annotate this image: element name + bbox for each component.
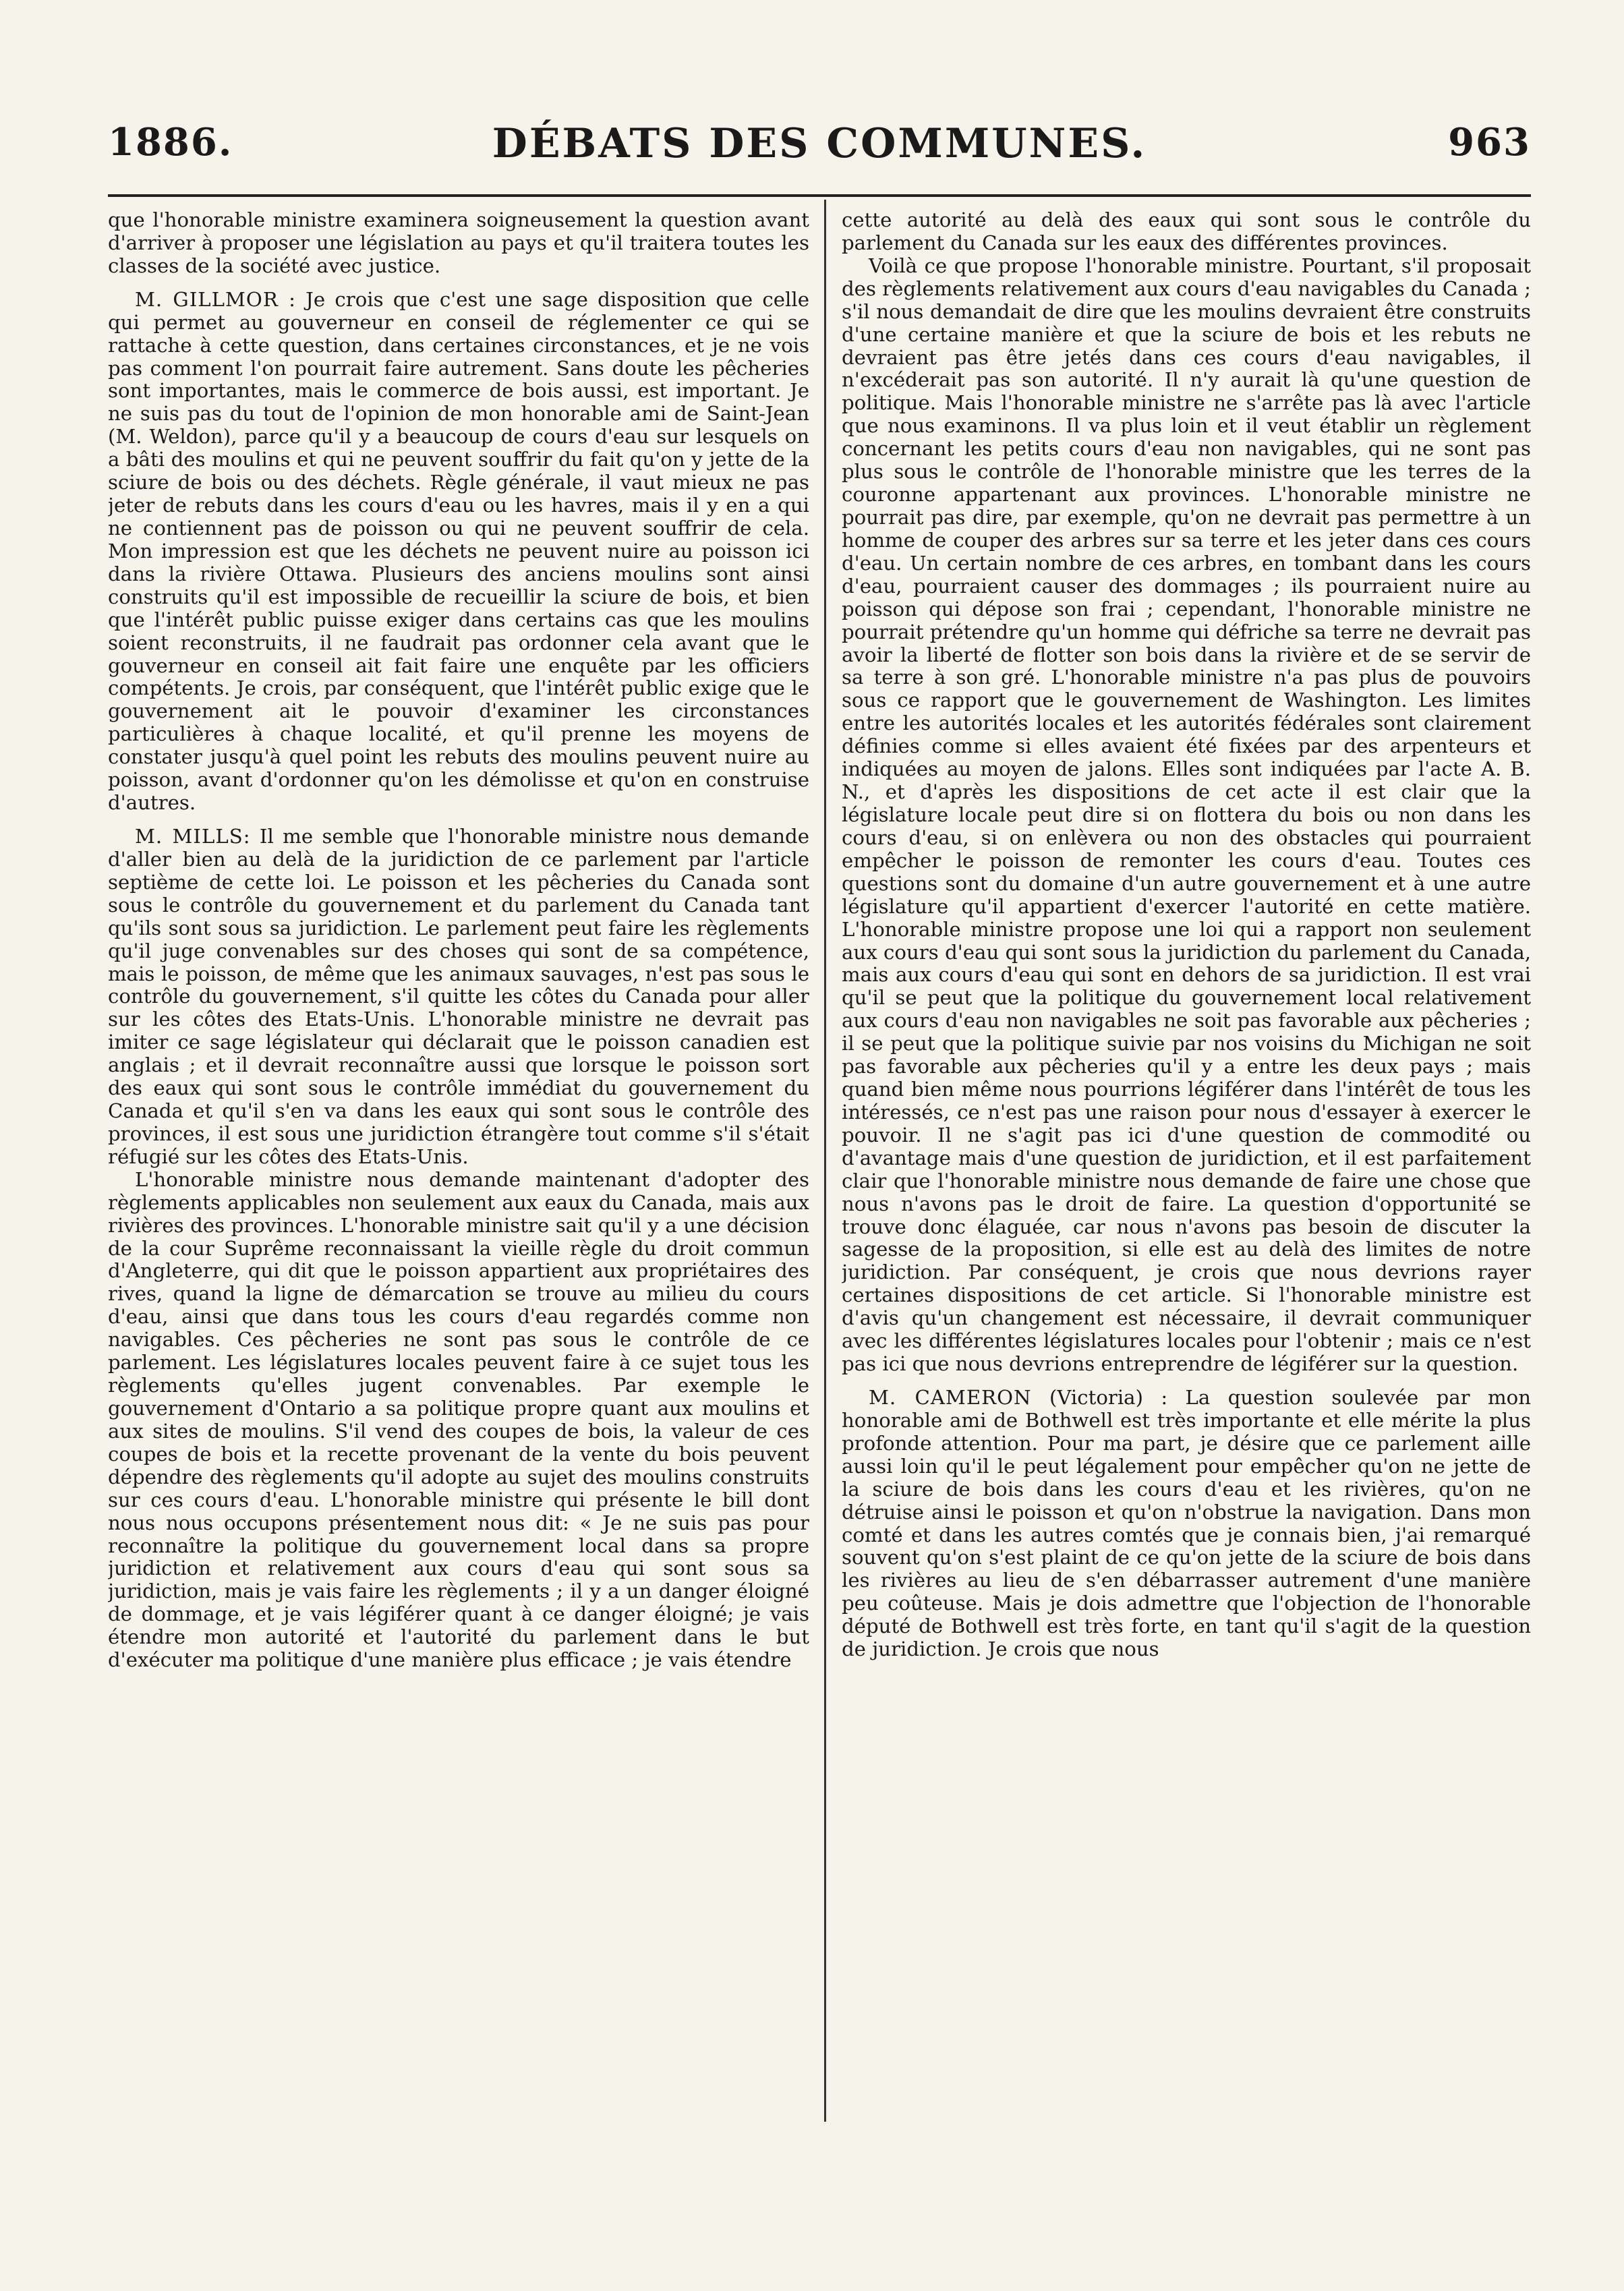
speaker-name: M. MILLS:: [135, 824, 251, 848]
paragraph: cette autorité au delà des eaux qui sont sous le contrôle du parlement du Canada sur les eaux des différentes provinces.: [842, 209, 1531, 254]
header-rule: [108, 194, 1531, 197]
right-column: [842, 209, 1531, 2124]
left-column: [108, 209, 809, 2124]
paragraph: [108, 825, 809, 1169]
header-year: 1886.: [108, 120, 233, 165]
paragraph: [842, 1387, 1531, 1661]
paragraph-text: Je crois que c'est une sage disposition que celle qui permet au gouverneur en conseil de réglementer ce qui se rattache à cette question, dans certaines circonstances, et je ne vois pas comment l'on pourrait faire autrement. Sans doute les pêcheries sont importantes, mais le commerce de bois aussi, est important. Je ne suis pas du tout de l'opinion de mon honorable ami de Saint-Jean (M. Weldon), parce qu'il y a beaucoup de cours d'eau sur lesquels on a bâti des moulins et qui ne peuvent souffrir du fait qu'on y jette de la sciure de bois ou des déchets. Règle générale, il vaut mieux ne pas jeter de rebuts dans les cours d'eau ou les havres, mais il y en a qui ne contiennent pas de poisson ou qui ne peuvent souffrir de cela. Mon impression est que les déchets ne peuvent nuire au poisson ici dans la rivière Ottawa. Plusieurs des anciens moulins sont ainsi construits qu'il est impossible de recueillir la sciure de bois, et bien que l'intérêt public puisse exiger dans certains cas que les moulins soient reconstruits, il ne faudrait pas ordonner cela avant que le gouverneur en conseil ait fait faire une enquête par les officiers compétents. Je crois, par conséquent, que l'intérêt public exige que le gouvernement ait le pouvoir d'examiner les circonstances particulières à chaque localité, et qu'il prenne les moyens de constater jusqu'à quel point les rebuts des moulins peuvent nuire au poisson, avant d'ordonner qu'on les démolisse et qu'on en construise d'autres.: [108, 287, 809, 815]
header-page-number: 963: [1448, 120, 1531, 165]
speaker-riding: (Victoria) :: [1049, 1386, 1168, 1410]
paragraph: L'honorable ministre nous demande maintenant d'adopter des règlements applicables non seulement aux eaux du Canada, mais aux rivières des provinces. L'honorable ministre sait qu'il y a une décision de la cour Suprême reconnaissant la vieille règle du droit commun d'Angleterre, qui dit que le poisson appartient aux propriétaires des rives, quand la ligne de démarcation se trouve au milieu du cours d'eau, ainsi que dans tous les cours d'eau regardés comme non navigables. Ces pêcheries ne sont pas sous le contrôle de ce parlement. Les législatures locales peuvent faire à ce sujet tous les règlements qu'elles jugent convenables. Par exemple le gouvernement d'Ontario a sa politique propre quant aux moulins et aux sites de moulins. S'il vend des coupes de bois, la valeur de ces coupes de bois et la recette provenant de la vente du bois peuvent dépendre des règlements qu'il adopte au sujet des moulins construits sur ces cours d'eau. L'honorable ministre qui présente le bill dont nous nous occupons présentement nous dit: « Je ne suis pas pour reconnaître la politique du gouvernement local dans sa propre juridiction et relativement aux cours d'eau qui sont sous sa juridiction, mais je vais faire les règlements ; il y a un danger éloigné de dommage, et je vais légiférer quant à ce danger éloigné; je vais étendre mon autorité et l'autorité du parlement dans le but d'exécuter ma politique d'une manière plus efficace ; je vais étendre: [108, 1167, 809, 1672]
paragraph-text: Il me semble que l'honorable ministre nous demande d'aller bien au delà de la juridiction de ce parlement par l'article septième de cette loi. Le poisson et les pêcheries du Canada sont sous le contrôle du gouvernement et du parlement du Canada tant qu'ils sont sous sa juridiction. Le parlement peut faire les règlements qu'il juge convenables sur des choses qui sont de sa compétence, mais le poisson, de même que les animaux sauvages, n'est pas sous le contrôle du gouvernement, s'il quitte les côtes du Canada pour aller sur les côtes des Etats-Unis. L'honorable ministre ne devrait pas imiter ce sage législateur qui déclarait que le poisson canadien est anglais ; et il devrait reconnaître aussi que lorsque le poisson sort des eaux qui sont sous le contrôle immédiat du gouvernement du Canada et qu'il s'en va dans les eaux qui sont sous le contrôle des provinces, il est sous une juridiction étrangère tout comme s'il s'était réfugié sur les côtes des Etats-Unis.: [108, 824, 809, 1168]
paragraph-text: La question soulevée par mon honorable ami de Bothwell est très importante et elle mérite la plus profonde attention. Pour ma part, je désire que ce parlement aille aussi loin qu'il le peut légalement pour empêcher qu'on ne jette de la sciure de bois dans les cours d'eau et les rivières, qu'on ne détruise ainsi le poisson et qu'on n'obstrue la navigation. Dans mon comté et dans les autres comtés que je connais bien, j'ai remarqué souvent qu'on s'est plaint de ce qu'on jette de la sciure de bois dans les rivières au lieu de s'en débarrasser autrement d'une manière peu coûteuse. Mais je dois admettre que l'objection de l'honorable député de Bothwell est très forte, en tant qu'il s'agit de la question de juridiction. Je crois que nous: [842, 1386, 1531, 1661]
paragraph: que l'honorable ministre examinera soigneusement la question avant d'arriver à proposer une législation au pays et qu'il traitera toutes les classes de la société avec justice.: [108, 209, 809, 277]
paragraph: Voilà ce que propose l'honorable ministre. Pourtant, s'il proposait des règlements relativement aux cours d'eau navigables du Canada ; s'il nous demandait de dire que les moulins devraient être construits d'une certaine manière et que la sciure de bois et les rebuts ne devraient pas être jetés dans ces cours d'eau navigables, il n'excéderait pas son autorité. Il n'y aurait là qu'une question de politique. Mais l'honorable ministre ne s'arrête pas là avec l'article que nous examinons. Il va plus loin et il veut établir un règlement concernant les petits cours d'eau non navigables, qui ne sont pas plus sous le contrôle de l'honorable ministre que les terres de la couronne appartenant aux provinces. L'honorable ministre ne pourrait pas dire, par exemple, qu'on ne devrait pas permettre à un homme de couper des arbres sur sa terre et les jeter dans ces cours d'eau. Un certain nombre de ces arbres, en tombant dans les cours d'eau, pourraient causer des dommages ; ils pourraient nuire au poisson qui dépose son frai ; cependant, l'honorable ministre ne pourrait prétendre qu'un homme qui défriche sa terre ne devrait pas avoir la liberté de flotter son bois dans la rivière et de se servir de sa terre à son gré. L'honorable ministre n'a pas plus de pouvoirs sous ce rapport que le gouvernement de Washington. Les limites entre les autorités locales et les autorités fédérales sont clairement définies comme si elles avaient été fixées par des arpenteurs et indiquées au moyen de jalons. Elles sont indiquées par l'acte A. B. N., et d'après les dispositions de cet acte il est clair que la législature locale peut dire si on flottera du bois ou non dans les cours d'eau, si on enlèvera ou non des obstacles qui pourraient empêcher le poisson de remonter les cours d'eau. Toutes ces questions sont du domaine d'un autre gouvernement et à une autre législature qu'il appartient d'exercer l'autorité en cette matière. L'honorable ministre propose une loi qui a rapport non seulement aux cours d'eau qui sont sous la juridiction du parlement du Canada, mais aux cours d'eau qui sont en dehors de sa juridiction. Il est vrai qu'il se peut que la politique du gouvernement local relativement aux cours d'eau non navigables ne soit pas favorable aux pêcheries ; il se peut que la politique suivie par nos voisins du Michigan ne soit pas favorable aux pêcheries qu'il y a entre les deux pays ; mais quand bien même nous pourrions légiférer dans l'intérêt de tous les intéressés, ce n'est pas une raison pour nous d'essayer à exercer le pouvoir. Il ne s'agit pas ici d'une question de commodité ou d'avantage mais d'une question de juridiction, et il est parfaitement clair que l'honorable ministre nous demande de faire une chose que nous n'avons pas le droit de faire. La question d'opportunité se trouve donc élaguée, car nous n'avons pas besoin de discuter la sagesse de la proposition, si elle est au delà des limites de notre juridiction. Par conséquent, je crois que nous devrions rayer certaines dispositions de cet article. Si l'honorable ministre est d'avis qu'un changement est nécessaire, il devrait communiquer avec les différentes législatures locales pour l'obtenir ; mais ce n'est pas ici que nous devrions entreprendre de légiférer sur la question.: [842, 254, 1531, 1376]
column-divider: [824, 200, 826, 2122]
speaker-name: M. GILLMOR :: [135, 287, 296, 311]
header-title: DÉBATS DES COMMUNES.: [492, 120, 1147, 167]
page-header: [108, 120, 1531, 181]
paragraph: [108, 289, 809, 815]
speaker-name: M. CAMERON: [869, 1386, 1032, 1410]
